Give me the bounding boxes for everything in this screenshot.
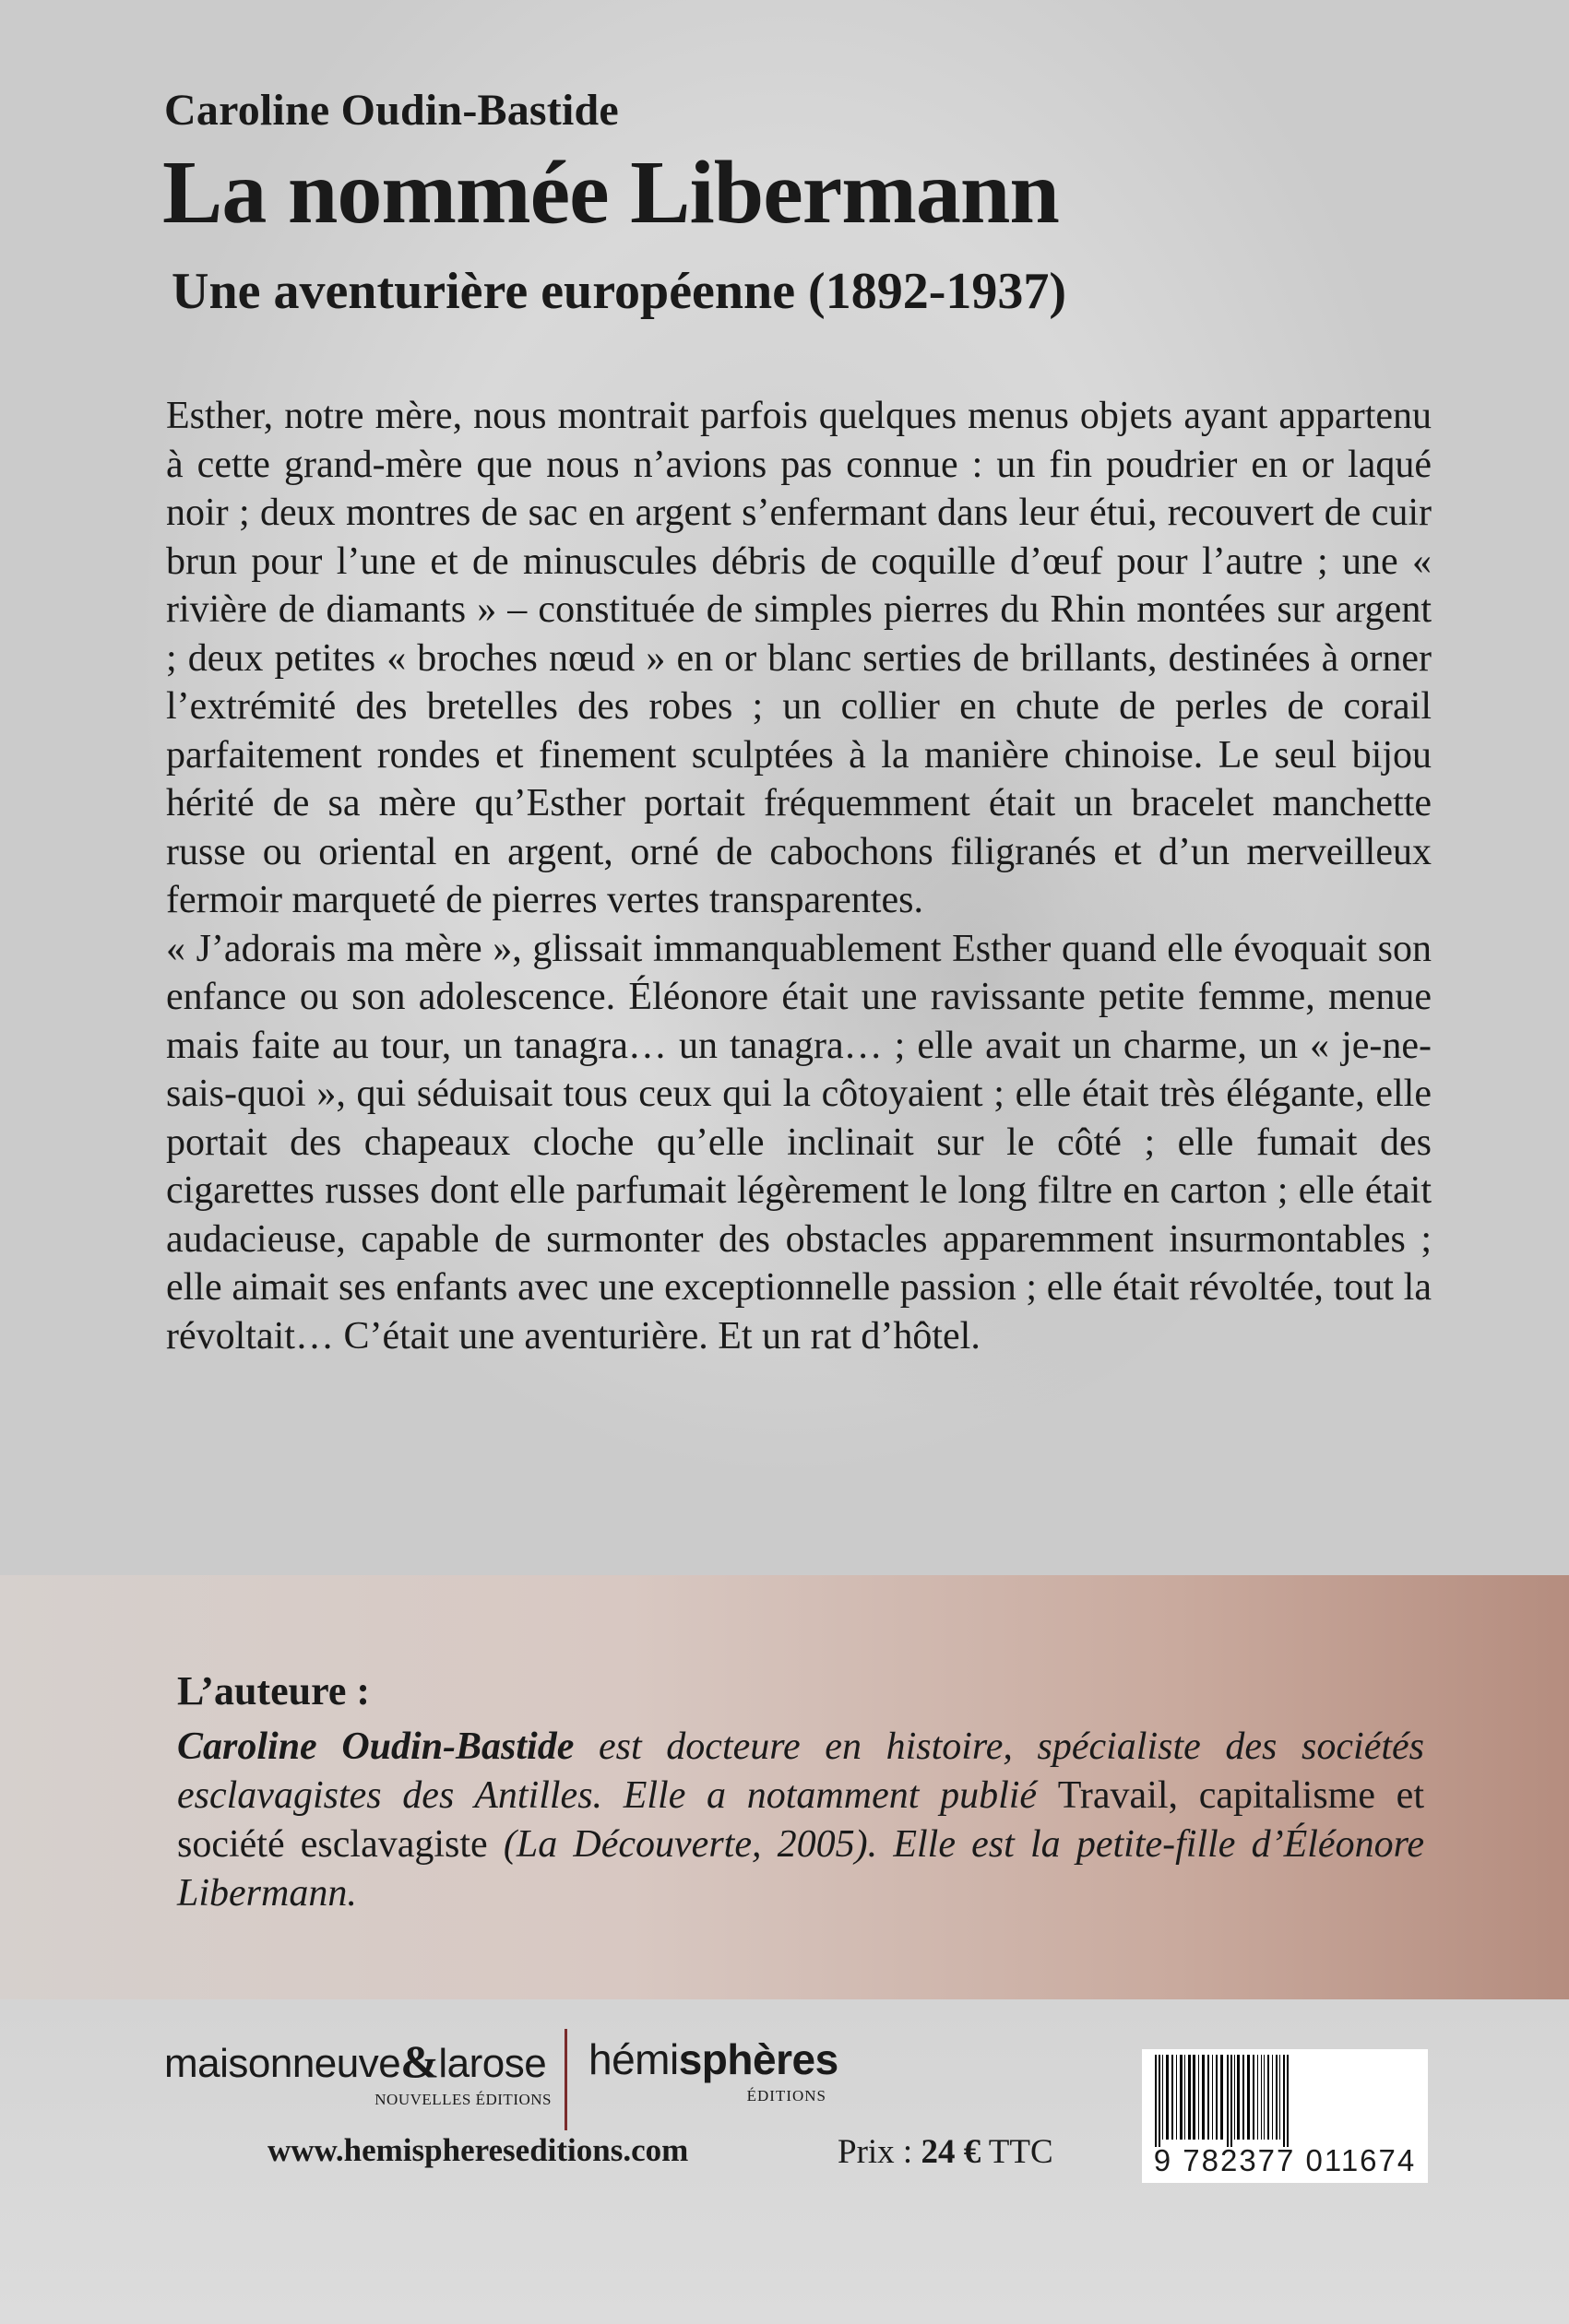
barcode-bar: [1207, 2055, 1209, 2140]
barcode-bar: [1155, 2055, 1157, 2147]
about-author-name: Caroline Oudin-Bastide: [177, 1725, 575, 1768]
barcode-bar: [1247, 2055, 1250, 2140]
barcode-bar: [1180, 2055, 1183, 2140]
barcode-bar: [1242, 2055, 1244, 2140]
barcode-bar: [1227, 2055, 1229, 2147]
publisher-1-name-b: larose: [438, 2041, 547, 2086]
about-text-1: est docteure en histoire, spécialiste des sociétés esclavagistes des Antilles. Elle a notamment publié: [177, 1725, 1424, 1817]
website-url: www.hemisphereseditions.com: [267, 2132, 689, 2168]
barcode-bar: [1257, 2055, 1258, 2140]
barcode-bar: [1279, 2055, 1280, 2140]
barcode-bar: [1162, 2055, 1163, 2140]
barcode-bar: [1216, 2055, 1218, 2140]
publisher-logo-hemispheres: [588, 2036, 838, 2105]
barcode-bar: [1264, 2055, 1265, 2140]
barcode-bar: [1202, 2055, 1205, 2140]
barcode-bar: [1184, 2055, 1185, 2140]
about-author-text: [177, 1723, 1424, 1918]
barcode-bar: [1261, 2055, 1262, 2140]
blurb-paragraph-1: Esther, notre mère, nous montrait parfois quelques menus objets ayant appartenu à cette grand-mère que nous n’avions pas connue : un fin poudrier en or laqué noir ; deux montres de sac en argent s’enfermant dans leur étui, recouvert de cuir brun pour l’une et de minuscules débris de coquille d’œuf pour l’autre ; une « rivière de diamants » – constituée de simples pierres du Rhin montées sur argent ; deux petites « broches nœud » en or blanc serties de brillants, destinées à orner l’extrémité des bretelles des robes ; un collier en chute de perles de corail parfaitement rondes et finement sculptées à la manière chinoise. Le seul bijou hérité de sa mère qu’Esther portait fréquemment était un bracelet manchette russe ou oriental en argent, orné de cabochons filigranés et d’un merveilleux fermoir marqueté de pierres vertes transparentes.: [166, 395, 1432, 921]
barcode-bar: [1230, 2055, 1232, 2147]
author-name: Caroline Oudin-Bastide: [164, 86, 619, 135]
publisher-2-name-a: hémi: [588, 2035, 679, 2083]
barcode: [1142, 2049, 1428, 2183]
blurb-paragraph-2: « J’adorais ma mère », glissait immanquablement Esther quand elle évoquait son enfance ou son adolescence. Éléonore était une ravissante petite femme, menue mais faite au tour, un tanagra… un tanagra… ; elle avait un charme, un « je-ne-sais-quoi », qui séduisait tous ceux qui la côtoyaient ; elle était très élégante, elle portait des chapeaux cloche qu’elle inclinait sur le côté ; elle fumait des cigarettes russes dont elle parfumait légèrement le long filtre en carton ; elle était audacieuse, capable de surmonter des obstacles apparemment insurmontables ; elle aimait ses enfants avec une exceptionnelle passion ; elle était révoltée, tout la révoltait… C’était une aventurière. Et un rat d’hôtel.: [166, 927, 1432, 1358]
barcode-bar: [1171, 2055, 1173, 2140]
barcode-bar: [1234, 2055, 1235, 2140]
barcode-bar: [1193, 2055, 1195, 2140]
barcode-bar: [1188, 2055, 1191, 2140]
publisher-logo-maisonneuve-larose: [164, 2036, 552, 2109]
barcode-bar: [1159, 2055, 1160, 2147]
blurb: [166, 392, 1432, 1360]
price-value: 24 €: [921, 2133, 981, 2171]
barcode-bars: [1155, 2055, 1422, 2147]
price-suffix: TTC: [981, 2133, 1053, 2171]
about-author-heading: L’auteure :: [177, 1668, 370, 1713]
barcode-bar: [1237, 2055, 1240, 2140]
publisher-2-name-b: sphères: [678, 2035, 838, 2083]
logo-divider: [565, 2029, 567, 2130]
barcode-bar: [1253, 2055, 1254, 2140]
price: [838, 2132, 1053, 2172]
barcode-bar: [1272, 2055, 1273, 2140]
barcode-bar: [1198, 2055, 1199, 2140]
publisher-1-subtitle: NOUVELLES ÉDITIONS: [374, 2091, 552, 2108]
publisher-1-name-a: maisonneuve: [164, 2041, 401, 2086]
barcode-bar: [1166, 2055, 1169, 2140]
barcode-bar: [1276, 2055, 1278, 2140]
barcode-bar: [1283, 2055, 1285, 2147]
barcode-bar: [1176, 2055, 1177, 2140]
publisher-2-subtitle: ÉDITIONS: [746, 2086, 826, 2105]
barcode-bar: [1212, 2055, 1213, 2140]
about-text-2: (La Découverte, 2005). Elle est la petite-fille d’Éléonore Libermann.: [177, 1823, 1424, 1915]
book-subtitle: Une aventurière européenne (1892-1937): [172, 263, 1066, 320]
isbn-number: 9 782377 011674: [1153, 2143, 1417, 2177]
barcode-bar: [1220, 2055, 1223, 2140]
about-book-title: Travail, capitalisme et société esclavagiste: [177, 1774, 1424, 1866]
barcode-bar: [1287, 2055, 1289, 2147]
price-label: Prix :: [838, 2133, 921, 2171]
publisher-1-amp: &: [400, 2035, 439, 2087]
book-title: La nommée Libermann: [162, 143, 1059, 243]
barcode-bar: [1267, 2055, 1269, 2140]
